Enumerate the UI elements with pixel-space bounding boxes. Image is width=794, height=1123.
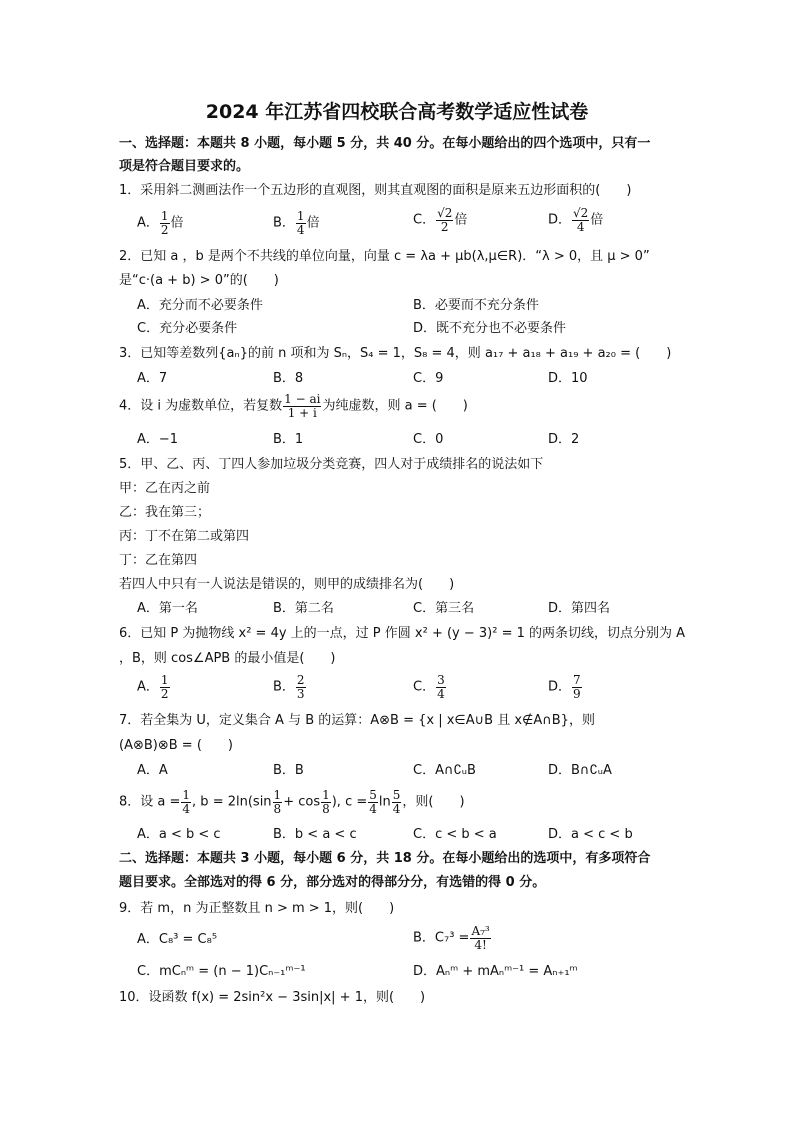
q1-option-c: C． $\frac{√2}{2}$ 倍 bbox=[413, 206, 468, 234]
section2-heading-line2: 题目要求。全部选对的得 6 分，部分选对的得部分分，有选错的得 0 分。 bbox=[119, 875, 546, 890]
q9-option-a: A．C₈³ = C₈⁵ bbox=[137, 932, 218, 947]
q7-option-b: B．B bbox=[273, 763, 304, 778]
q5-question: 若四人中只有一人说法是错误的，则甲的成绩排名为( ) bbox=[119, 577, 455, 592]
q4-option-a: A．−1 bbox=[137, 432, 179, 447]
q7-option-c: C．A∩∁ᵤB bbox=[413, 763, 476, 778]
q4-stem: 4．设 i 为虚数单位，若复数 $\frac{1 - ai}{1 + i}$ 为纯虚数，则 a = ( ) bbox=[119, 392, 468, 420]
q7-line1: 7．若全集为 U，定义集合 A 与 B 的运算：A⊗B = {x | x∈A∪B 且 x∉A∩B}，则 bbox=[119, 713, 595, 728]
q1-option-a: A． $\frac{1}{2}$ 倍 bbox=[137, 209, 184, 237]
q1-option-d: D． $\frac{√2}{4}$ 倍 bbox=[548, 206, 604, 234]
q6-option-a: A． $\frac{1}{2}$ bbox=[137, 673, 169, 701]
q7-option-a: A．A bbox=[137, 763, 168, 778]
q9-option-c: C．mCₙᵐ = (n − 1)Cₙ₋₁ᵐ⁻¹ bbox=[137, 964, 306, 979]
q3-option-d: D．10 bbox=[548, 371, 588, 386]
q2-option-a: A．充分而不必要条件 bbox=[137, 298, 263, 313]
q5-option-a: A．第一名 bbox=[137, 601, 198, 616]
q5-statement-yi: 乙：我在第三； bbox=[119, 505, 211, 520]
q8-stem: 8．设 a = $\frac{1}{4}$ , b = 2ln(sin $\frac{1}{8}$ + cos $\frac{1}{8}$ ), c = $\frac{5}{4}$ ln $\frac{5}{4}$ ，则( ) bbox=[119, 788, 465, 816]
q8-option-b: B．b < a < c bbox=[273, 827, 357, 842]
q4-option-c: C．0 bbox=[413, 432, 444, 447]
q6-line2: ，B，则 cos∠APB 的最小值是( ) bbox=[119, 651, 336, 666]
q2-option-c: C．充分必要条件 bbox=[137, 321, 238, 336]
q8-option-d: D．a < c < b bbox=[548, 827, 633, 842]
q5-stem: 5．甲、乙、丙、丁四人参加垃圾分类竞赛，四人对于成绩排名的说法如下 bbox=[119, 457, 544, 472]
q5-statement-jia: 甲：乙在丙之前 bbox=[119, 481, 211, 496]
page-title: 2024 年江苏省四校联合高考数学适应性试卷 bbox=[205, 101, 589, 123]
q9-option-b: B．C₇³ = $\frac{\text{A₇³}}{4!}$ bbox=[413, 924, 490, 952]
q5-option-d: D．第四名 bbox=[548, 601, 611, 616]
q3-option-b: B．8 bbox=[273, 371, 304, 386]
q5-statement-ding: 丁：乙在第四 bbox=[119, 553, 198, 568]
q6-option-b: B． $\frac{2}{3}$ bbox=[273, 673, 305, 701]
q3-option-a: A．7 bbox=[137, 371, 168, 386]
q6-line1: 6．已知 P 为抛物线 x² = 4y 上的一点，过 P 作圆 x² + (y − 3)² = 1 的两条切线，切点分别为 A bbox=[119, 626, 686, 641]
section1-heading-line1: 一、选择题：本题共 8 小题，每小题 5 分，共 40 分。在每小题给出的四个选项中，只有一 bbox=[119, 136, 651, 151]
q5-statement-bing: 丙：丁不在第二或第四 bbox=[119, 529, 250, 544]
q6-option-d: D． $\frac{7}{9}$ bbox=[548, 673, 581, 701]
q7-line2: (A⊗B)⊗B = ( ) bbox=[119, 738, 233, 753]
q5-option-b: B．第二名 bbox=[273, 601, 334, 616]
q2-option-d: D．既不充分也不必要条件 bbox=[413, 321, 567, 336]
q8-option-a: A．a < b < c bbox=[137, 827, 221, 842]
q3-option-c: C．9 bbox=[413, 371, 444, 386]
section2-heading-line1: 二、选择题：本题共 3 小题，每小题 6 分，共 18 分。在每小题给出的选项中，有多项符合 bbox=[119, 851, 651, 866]
q3-stem: 3．已知等差数列{aₙ}的前 n 项和为 Sₙ，S₄ = 1，S₈ = 4，则 a₁₇ + a₁₈ + a₁₉ + a₂₀ = ( ) bbox=[119, 346, 672, 361]
q9-stem: 9．若 m，n 为正整数且 n > m > 1，则( ) bbox=[119, 901, 395, 916]
q2-line1: 2．已知 a ，b 是两个不共线的单位向量，向量 c = λa + μb(λ,μ∈R)．“λ > 0，且 μ > 0” bbox=[119, 249, 650, 264]
q2-line2: 是“c·(a + b) > 0”的( ) bbox=[119, 273, 279, 288]
q8-option-c: C．c < b < a bbox=[413, 827, 497, 842]
section1-heading-line2: 项是符合题目要求的。 bbox=[119, 159, 250, 174]
q10-stem: 10．设函数 f(x) = 2sin²x − 3sin|x| + 1，则( ) bbox=[119, 990, 426, 1005]
q1-option-b: B． $\frac{1}{4}$ 倍 bbox=[273, 209, 320, 237]
q6-option-c: C． $\frac{3}{4}$ bbox=[413, 673, 445, 701]
q5-option-c: C．第三名 bbox=[413, 601, 475, 616]
q4-option-b: B．1 bbox=[273, 432, 304, 447]
q4-option-d: D．2 bbox=[548, 432, 580, 447]
q7-option-d: D．B∩∁ᵤA bbox=[548, 763, 612, 778]
q1-stem: 1．采用斜二测画法作一个五边形的直观图，则其直观图的面积是原来五边形面积的( ) bbox=[119, 183, 632, 198]
q9-option-d: D．Aₙᵐ + mAₙᵐ⁻¹ = Aₙ₊₁ᵐ bbox=[413, 964, 578, 979]
q2-option-b: B．必要而不充分条件 bbox=[413, 298, 539, 313]
